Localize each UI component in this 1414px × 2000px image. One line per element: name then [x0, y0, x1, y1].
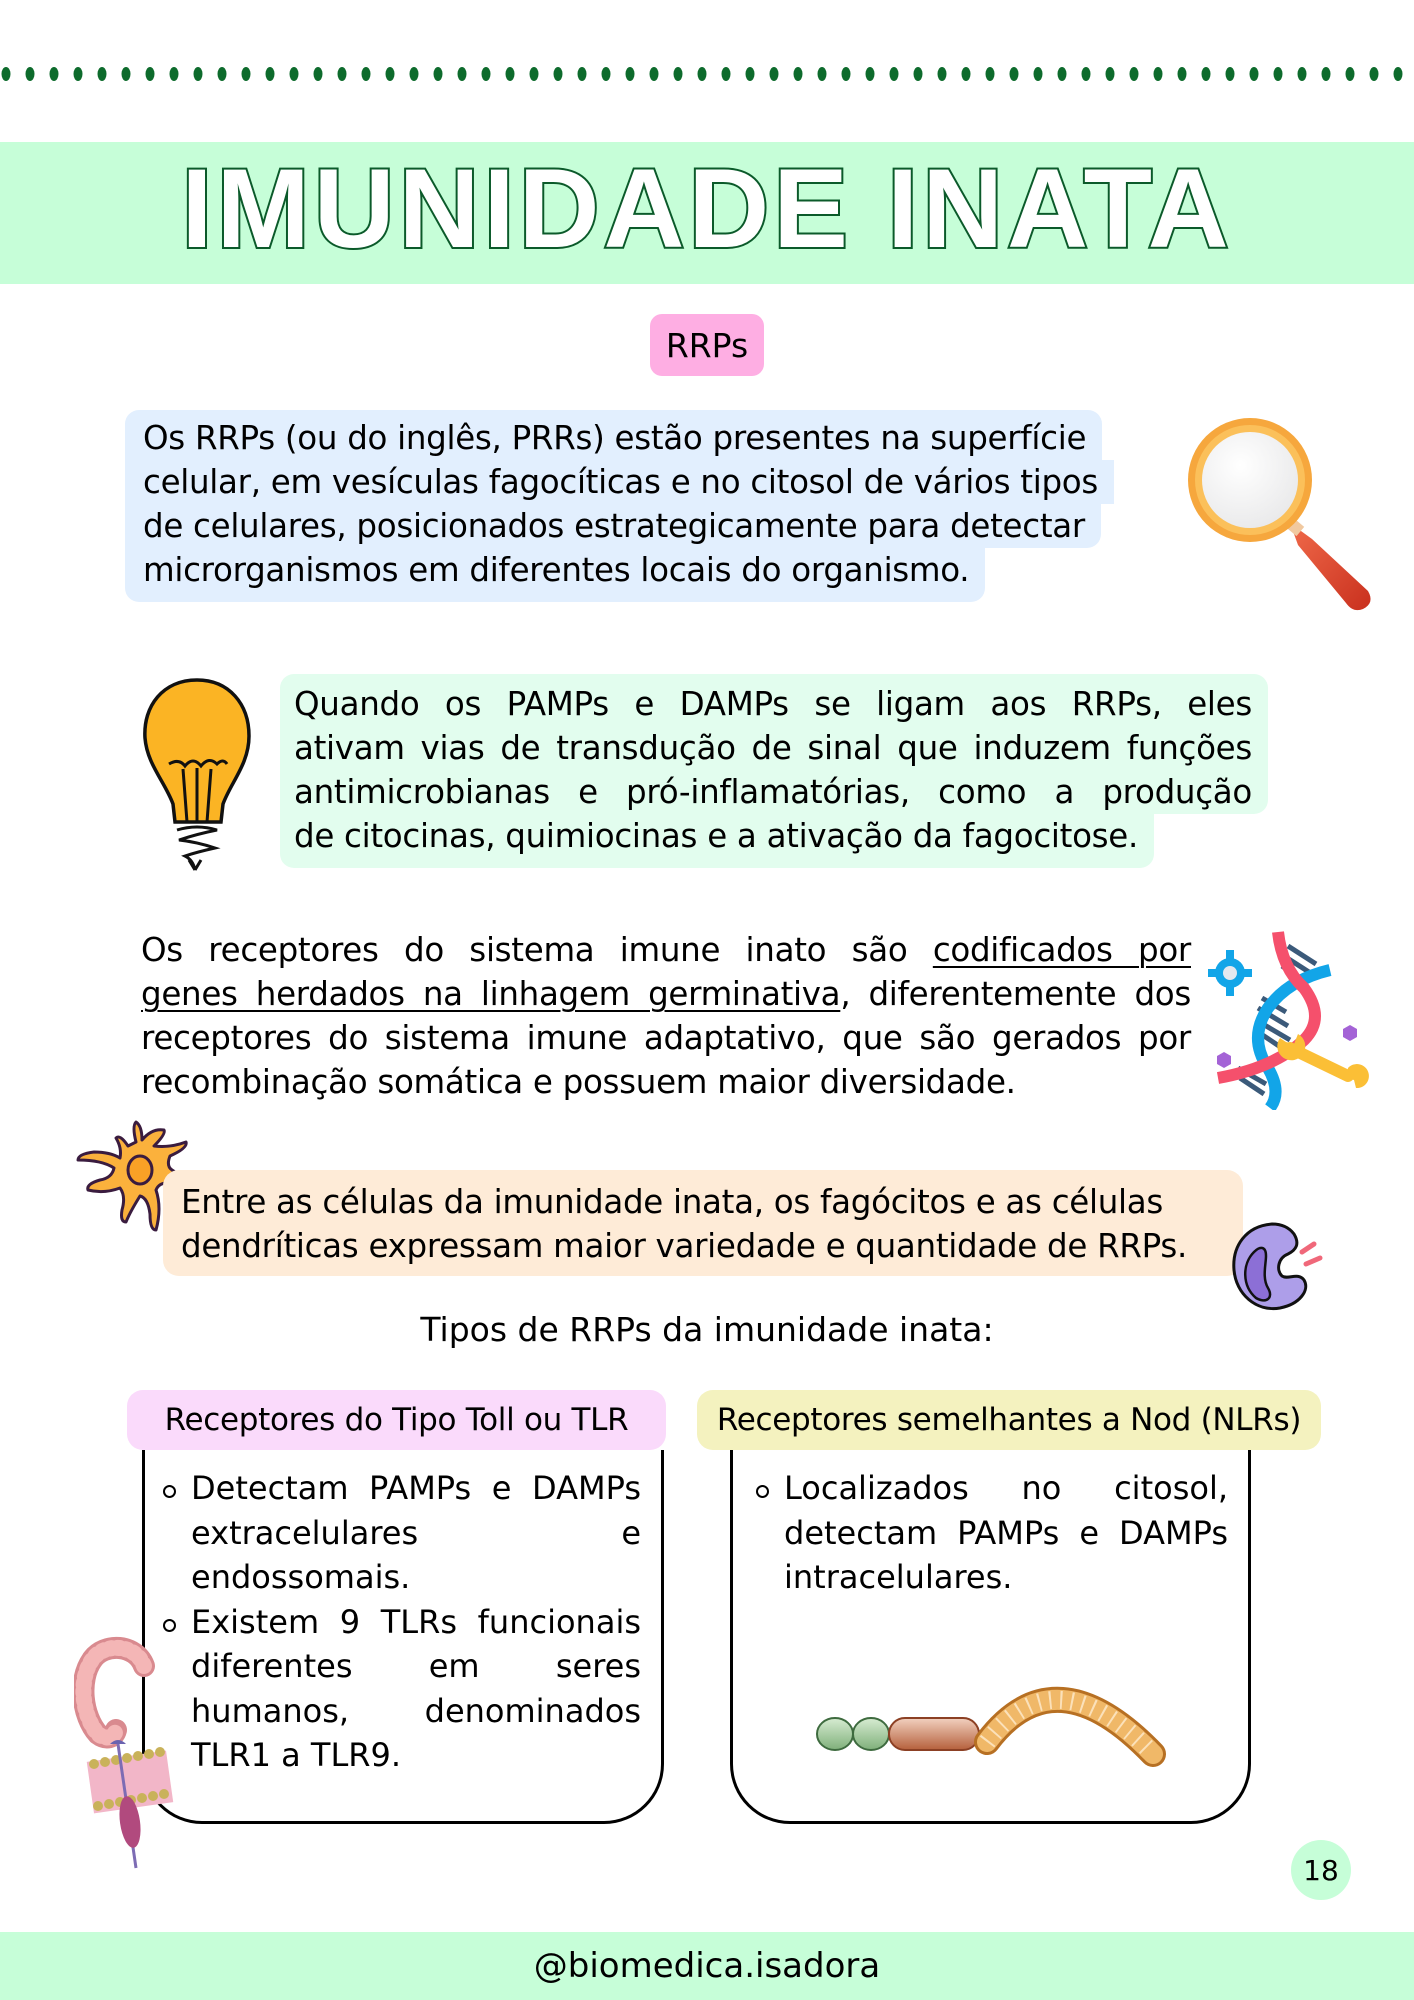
phagocyte-icon	[1226, 1218, 1324, 1316]
paragraph-line: ativam vias de transdução de sinal que induzem funções	[280, 726, 1268, 770]
dotted-divider	[0, 62, 1414, 86]
paragraph-line: Quando os PAMPs e DAMPs se ligam aos RRPs, eles	[280, 674, 1268, 726]
nlr-header: Receptores semelhantes a Nod (NLRs)	[697, 1390, 1321, 1450]
list-item: Localizados no citosol, detectam PAMPs e DAMPs intracelulares.	[748, 1466, 1228, 1600]
types-title: Tipos de RRPs da imunidade inata:	[420, 1310, 994, 1349]
paragraph-line: antimicrobianas e pró-inflamatórias, como a produção	[280, 770, 1268, 814]
paragraph-line: Entre as células da imunidade inata, os fagócitos e as células	[181, 1183, 1163, 1221]
paragraph-line: Os RRPs (ou do inglês, PRRs) estão presentes na superfície	[125, 410, 1102, 460]
activation-paragraph	[280, 674, 1268, 868]
list-item: Detectam PAMPs e DAMPs extracelulares e endossomais.	[155, 1466, 641, 1600]
title-band	[0, 142, 1414, 284]
paragraph-line: de celulares, posicionados estrategicamente para detectar	[125, 504, 1101, 548]
paragraph-line: celular, em vesículas fagocíticas e no citosol de vários tipos	[125, 460, 1114, 504]
tlr-receptor-icon	[74, 1636, 174, 1876]
paragraph-line: dendríticas expressam maior variedade e quantidade de RRPs.	[181, 1227, 1188, 1265]
paragraph-line: microrganismos em diferentes locais do organismo.	[125, 548, 985, 602]
page-number: 18	[1291, 1840, 1351, 1900]
underlined-text: codificados por	[932, 931, 1191, 969]
paragraph-line: receptores do sistema imune adaptativo, que são gerados por	[141, 1019, 1191, 1057]
underlined-text: genes herdados na linhagem germinativa	[141, 975, 841, 1013]
list-item: Existem 9 TLRs funcionais diferentes em seres humanos, denominados TLR1 a TLR9.	[155, 1600, 641, 1778]
magnifying-glass-icon	[1170, 405, 1380, 615]
germline-paragraph	[141, 928, 1191, 1104]
paragraph-line: de citocinas, quimiocinas e a ativação da fagocitose.	[280, 814, 1154, 868]
nlr-protein-icon	[815, 1672, 1195, 1772]
dna-repair-icon	[1208, 928, 1380, 1110]
paragraph-line: recombinação somática e possuem maior diversidade.	[141, 1063, 1016, 1101]
paragraph-line	[141, 972, 1191, 1016]
nlr-bullet-list	[748, 1466, 1228, 1600]
intro-paragraph	[125, 410, 1114, 602]
footer-handle: @biomedica.isadora	[0, 1932, 1414, 2000]
cells-paragraph	[163, 1170, 1243, 1276]
tlr-header: Receptores do Tipo Toll ou TLR	[127, 1390, 666, 1450]
text-segment: Os receptores do sistema imune inato são	[141, 931, 933, 969]
tlr-bullet-list	[155, 1466, 641, 1778]
section-tag: RRPs	[650, 314, 764, 376]
paragraph-line	[141, 928, 1191, 972]
page-title: IMUNIDADE INATA	[181, 146, 1233, 271]
lightbulb-icon	[135, 674, 260, 874]
text-segment: , diferentemente dos	[840, 975, 1191, 1013]
